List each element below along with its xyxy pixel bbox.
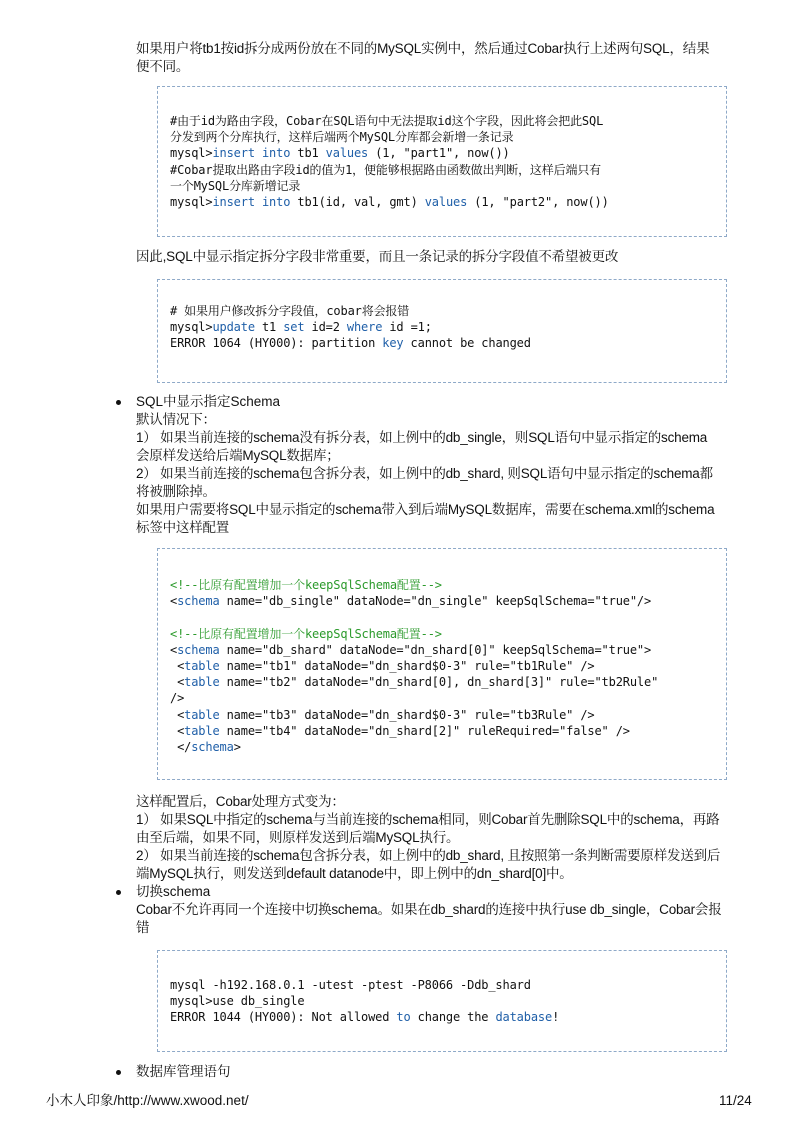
paragraph-line: 因此,SQL中显示指定拆分字段非常重要，而且一条记录的拆分字段值不希望被更改 xyxy=(136,249,619,264)
code-line: ERROR 1064 (HY000): partition key cannot be changed xyxy=(170,336,531,351)
code-line: #Cobar提取出路由字段id的值为1，便能够根据路由函数做出判断，这样后端只有 xyxy=(170,162,602,177)
code-content xyxy=(170,113,609,210)
code-line: </schema> xyxy=(170,739,241,754)
paragraph-line: 将被删除掉。 xyxy=(136,484,216,499)
code-line: mysql>insert into tb1 values (1, "part1", now()) xyxy=(170,146,510,161)
code-line: <schema name="db_single" dataNode="dn_single" keepSqlSchema="true"/> xyxy=(170,594,652,609)
paragraph-line: 这样配置后，Cobar处理方式变为： xyxy=(136,794,345,809)
code-block-update xyxy=(157,279,727,383)
code-content xyxy=(170,577,658,755)
bullet-title: 切换schema xyxy=(136,884,211,899)
paragraph-line: 1） 如果SQL中指定的schema与当前连接的schema相同，则Cobar首先删除SQL中的schema，再路 xyxy=(136,812,720,827)
code-line: /> xyxy=(170,691,185,706)
intro-line: 便不同。 xyxy=(136,59,190,74)
paragraph-line: 标签中这样配置 xyxy=(136,520,230,535)
paragraph-line: 2） 如果当前连接的schema包含拆分表，如上例中的db_shard, 则SQL语句中显示指定的schema都 xyxy=(136,466,713,481)
intro-line: 如果用户将tb1按id拆分成两份放在不同的MySQL实例中，然后通过Cobar执行上述两句SQL，结果 xyxy=(136,41,710,56)
bullet-icon xyxy=(116,1070,121,1075)
bullet-icon xyxy=(116,400,121,405)
footer-source: 小木人印象/http://www.xwood.net/ xyxy=(46,1093,249,1108)
paragraph-line: 默认情况下： xyxy=(136,412,216,427)
code-line: <table name="tb3" dataNode="dn_shard$0-3" rule="tb3Rule" /> xyxy=(170,707,595,722)
code-block-use-db xyxy=(157,950,727,1052)
code-line: <!--比原有配置增加一个keepSqlSchema配置--> xyxy=(170,626,442,641)
code-line: <!--比原有配置增加一个keepSqlSchema配置--> xyxy=(170,578,442,592)
code-line: mysql>insert into tb1(id, val, gmt) values (1, "part2", now()) xyxy=(170,194,609,209)
code-line: mysql>update t1 set id=2 where id =1; xyxy=(170,320,432,335)
paragraph-line: Cobar不允许再同一个连接中切换schema。如果在db_shard的连接中执行use db_single，Cobar会报 xyxy=(136,902,722,917)
paragraph-line: 2） 如果当前连接的schema包含拆分表，如上例中的db_shard, 且按照第一条判断需要原样发送到后 xyxy=(136,848,721,863)
bullet-title: 数据库管理语句 xyxy=(136,1064,231,1079)
code-line: # 如果用户修改拆分字段值，cobar将会报错 xyxy=(170,304,410,318)
paragraph-line: 1） 如果当前连接的schema没有拆分表，如上例中的db_single，则SQL语句中显示指定的schema xyxy=(136,430,708,445)
footer-page-number: 11/24 xyxy=(719,1093,752,1108)
code-line: mysql -h192.168.0.1 -utest -ptest -P8066 -Ddb_shard xyxy=(170,978,531,992)
bullet-icon xyxy=(116,890,121,895)
code-line: <table name="tb4" dataNode="dn_shard[2]" ruleRequired="false" /> xyxy=(170,723,630,738)
code-line: ERROR 1044 (HY000): Not allowed to change the database! xyxy=(170,1010,560,1025)
paragraph-line: 由至后端，如果不同，则原样发送到后端MySQL执行。 xyxy=(136,830,460,845)
code-block-schema-xml xyxy=(157,548,727,780)
code-line: mysql>use db_single xyxy=(170,994,305,1009)
code-block-insert xyxy=(157,86,727,237)
bullet-title: SQL中显示指定Schema xyxy=(136,394,281,409)
code-line: 一个MySQL分库新增记录 xyxy=(170,178,301,193)
code-line xyxy=(170,609,658,625)
code-line: <table name="tb1" dataNode="dn_shard$0-3" rule="tb1Rule" /> xyxy=(170,658,595,673)
intro-paragraph xyxy=(136,40,756,76)
code-line: 分发到两个分库执行，这样后端两个MySQL分库都会新增一条记录 xyxy=(170,130,514,145)
partition-key-paragraph xyxy=(136,248,756,266)
code-line: <schema name="db_shard" dataNode="dn_shard[0]" keepSqlSchema="true"> xyxy=(170,642,652,657)
cobar-behavior-paragraph xyxy=(136,793,756,883)
switch-schema-paragraph xyxy=(136,901,756,937)
code-content xyxy=(170,977,559,1026)
paragraph-line: 如果用户需要将SQL中显示指定的schema带入到后端MySQL数据库，需要在schema.xml的schema xyxy=(136,502,715,517)
paragraph-line: 端MySQL执行，则发送到default datanode中，即上例中的dn_shard[0]中。 xyxy=(136,866,573,881)
code-line: #由于id为路由字段，Cobar在SQL语句中无法提取id这个字段，因此将会把此SQL xyxy=(170,114,604,128)
code-line: <table name="tb2" dataNode="dn_shard[0], dn_shard[3]" rule="tb2Rule" xyxy=(170,675,659,690)
paragraph-line: 错 xyxy=(136,920,150,935)
paragraph-line: 会原样发送给后端MySQL数据库； xyxy=(136,448,340,463)
schema-default-paragraph xyxy=(136,411,756,537)
code-content xyxy=(170,303,531,352)
